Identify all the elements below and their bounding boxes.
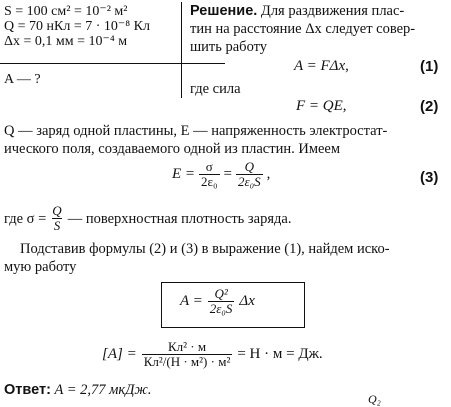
equation-1-number: (1) [420, 58, 439, 75]
units-denominator: Кл²/(Н · м²) · м² [143, 354, 231, 369]
given-charge: Q = 70 нКл = 7 · 10⁻⁸ Кл [4, 19, 150, 34]
equation-3-number: (3) [420, 169, 439, 186]
equation-3-lhs: E = [172, 166, 196, 182]
equation-3-equals: = [223, 166, 233, 182]
intro-line-2: тин на расстояние Δx следует совер- [190, 21, 416, 37]
intro-line-1: Для раздвижения плас- [260, 3, 405, 19]
substitution-line-2: мую работу [4, 259, 77, 275]
given-vertical-divider [181, 2, 182, 98]
equation-2: F = QE, [296, 98, 347, 114]
equation-3-fraction-1 [199, 160, 220, 189]
description-line-1: Q — заряд одной пластины, E — напряженность электростат- [4, 123, 388, 139]
description-line-2: ического поля, создаваемого одной из пластин. Имеем [4, 141, 341, 157]
units-lhs: [A] = [102, 346, 137, 362]
given-divider [0, 63, 225, 64]
given-unknown: A — ? [4, 72, 41, 87]
boxed-formula-numerator: Q² [214, 286, 228, 301]
boxed-formula-rhs: Δx [239, 293, 255, 309]
equation-3-fraction-2-numerator: Q [244, 159, 255, 174]
corner-mark: Q₂ [368, 392, 381, 406]
units-rhs: = Н · м = Дж. [237, 346, 323, 362]
equation-1: A = FΔx, [294, 58, 349, 74]
equation-2-number: (2) [420, 98, 439, 115]
answer [4, 381, 152, 399]
sigma-definition [4, 204, 291, 233]
intro-line-3: шить работу [190, 39, 268, 55]
equation-3-fraction-1-numerator: σ [205, 159, 213, 174]
answer-value: A = 2,77 мкДж. [54, 382, 152, 398]
sigma-post: — поверхностная плотность заряда. [67, 210, 292, 227]
sigma-denominator: S [53, 218, 61, 233]
units-fraction [142, 340, 233, 369]
sigma-fraction [50, 204, 63, 233]
answer-label: Ответ: [4, 382, 51, 398]
solution-intro [190, 2, 415, 56]
equation-3-comma: , [266, 166, 271, 182]
boxed-formula [180, 287, 255, 316]
sigma-numerator: Q [52, 203, 62, 218]
boxed-formula-denominator: 2ε₀S [209, 301, 233, 316]
substitution-text [4, 240, 390, 276]
where-force-text: где сила [190, 81, 241, 97]
description [4, 122, 387, 158]
equation-3-fraction-1-denominator: 2ε₀ [201, 174, 218, 189]
given-area: S = 100 см² = 10⁻² м² [4, 4, 128, 19]
units-numerator: Кл² · м [167, 339, 207, 354]
equation-3-fraction-2-denominator: 2ε₀S [238, 174, 261, 189]
given-distance: Δx = 0,1 мм = 10⁻⁴ м [4, 34, 128, 49]
sigma-pre: где σ = [4, 210, 47, 227]
boxed-formula-lhs: A = [180, 293, 203, 309]
substitution-line-1: Подставив формулы (2) и (3) в выражение (1), найдем иско- [20, 241, 390, 257]
units-check [102, 340, 323, 369]
equation-3 [172, 160, 270, 189]
equation-3-fraction-2 [236, 160, 263, 189]
boxed-formula-fraction [208, 287, 235, 316]
solution-heading: Решение. [190, 3, 258, 19]
given-line-area [4, 4, 150, 49]
